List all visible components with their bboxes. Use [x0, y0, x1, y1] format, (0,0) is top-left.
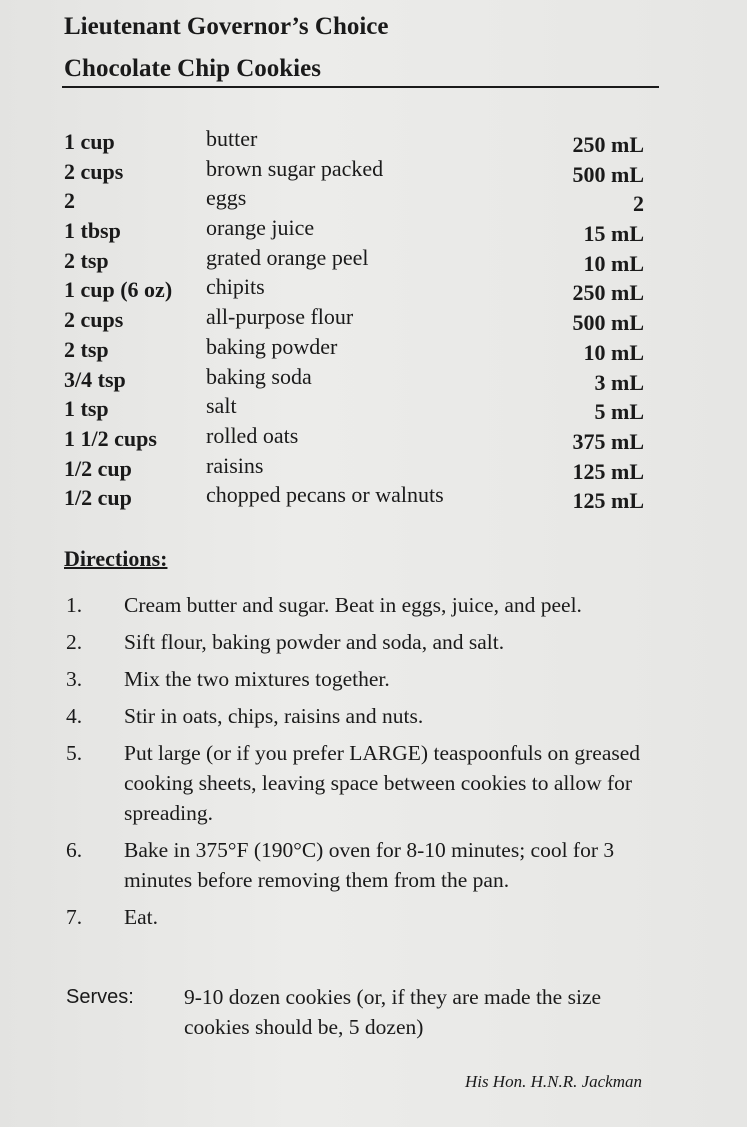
- ingredient-metric: 5 mL: [594, 399, 644, 425]
- ingredient-metric: 375 mL: [572, 428, 644, 454]
- step-text: Cream butter and sugar. Beat in eggs, juice, and peel.: [124, 593, 582, 617]
- step-text: Sift flour, baking powder and soda, and salt.: [124, 630, 505, 654]
- direction-step: [66, 902, 656, 932]
- ingredient-metric: 125 mL: [572, 488, 644, 514]
- step-text: Stir in oats, chips, raisins and nuts.: [124, 704, 424, 728]
- direction-step: [66, 590, 656, 620]
- ingredient-quantity: 1/2 cup: [64, 485, 132, 511]
- direction-step: [66, 835, 656, 895]
- ingredient-metric: 3 mL: [594, 369, 644, 395]
- title-divider: [62, 86, 659, 88]
- ingredient-row: [64, 421, 644, 454]
- ingredient-quantity: 2 cups: [64, 158, 124, 184]
- ingredient-metric: 500 mL: [572, 310, 644, 336]
- recipe-title-line-2: Chocolate Chip Cookies: [64, 55, 321, 82]
- direction-step: [66, 627, 656, 657]
- directions-list: [66, 590, 656, 939]
- ingredient-metric: 250 mL: [572, 132, 644, 157]
- step-number: 2.: [66, 630, 83, 654]
- ingredient-name: all-purpose flour: [206, 304, 354, 330]
- serves-text: 9-10 dozen cookies (or, if they are made the size cookies should be, 5 dozen): [184, 985, 602, 1039]
- ingredient-row: [64, 154, 644, 187]
- signature: His Hon. H.N.R. Jackman: [464, 1072, 642, 1091]
- step-text: Bake in 375°F (190°C) oven for 8-10 minutes; cool for 3 minutes before removing them from the pan.: [124, 838, 615, 892]
- ingredient-name: orange juice: [206, 215, 315, 241]
- ingredient-row: [64, 272, 644, 306]
- step-text: Eat.: [124, 905, 159, 929]
- ingredient-quantity: 1/2 cup: [64, 455, 132, 481]
- ingredient-quantity: 3/4 tsp: [64, 366, 126, 392]
- direction-step: [66, 701, 656, 731]
- ingredient-name: baking powder: [206, 333, 338, 359]
- ingredient-name: baking soda: [206, 363, 312, 389]
- recipe-title: [64, 6, 389, 90]
- ingredient-row: [64, 480, 644, 514]
- serves-label: Serves:: [66, 986, 134, 1008]
- ingredient-row: [64, 332, 644, 365]
- ingredient-quantity: 1 tsp: [64, 396, 109, 422]
- direction-step: [66, 664, 656, 694]
- step-number: 6.: [66, 838, 83, 862]
- ingredient-quantity: 2 cups: [64, 307, 124, 333]
- ingredient-row: [64, 124, 644, 157]
- ingredient-name: salt: [206, 393, 237, 419]
- step-number: 3.: [66, 667, 83, 691]
- ingredient-quantity: 1 1/2 cups: [64, 425, 157, 451]
- ingredient-metric: 15 mL: [583, 221, 644, 247]
- ingredient-name: raisins: [206, 452, 264, 478]
- ingredient-row: [64, 243, 644, 276]
- ingredient-metric: 2: [633, 191, 644, 217]
- serves-section: [66, 982, 656, 1042]
- ingredient-name: chipits: [206, 274, 265, 300]
- ingredient-quantity: 1 cup: [64, 129, 115, 154]
- ingredient-quantity: 1 cup (6 oz): [64, 277, 173, 303]
- ingredient-name: rolled oats: [206, 422, 299, 448]
- step-number: 7.: [66, 905, 83, 929]
- ingredient-list: [64, 124, 644, 514]
- ingredient-row: [64, 391, 644, 425]
- ingredient-metric: 500 mL: [572, 161, 644, 187]
- ingredient-row: [64, 302, 644, 336]
- ingredient-name: grated orange peel: [206, 244, 369, 270]
- ingredient-quantity: 2 tsp: [64, 247, 109, 273]
- ingredient-quantity: 2: [64, 188, 75, 214]
- ingredient-name: brown sugar packed: [206, 155, 384, 181]
- ingredient-metric: 125 mL: [572, 458, 644, 484]
- step-number: 1.: [66, 593, 83, 617]
- step-text: Put large (or if you prefer LARGE) teaspoonfuls on greased cooking sheets, leaving space between cookies to allow for spreading.: [124, 741, 641, 825]
- ingredient-quantity: 2 tsp: [64, 336, 109, 362]
- ingredient-row: [64, 451, 644, 484]
- ingredient-metric: 10 mL: [583, 339, 644, 365]
- ingredient-metric: 10 mL: [583, 250, 644, 276]
- direction-step: [66, 738, 656, 828]
- ingredient-metric: 250 mL: [572, 280, 644, 306]
- ingredient-name: chopped pecans or walnuts: [206, 482, 444, 508]
- recipe-title-line-1: Lieutenant Governor’s Choice: [64, 13, 389, 40]
- ingredient-name: eggs: [206, 185, 247, 211]
- step-text: Mix the two mixtures together.: [124, 667, 390, 691]
- ingredient-row: [64, 183, 644, 217]
- ingredient-name: butter: [206, 126, 258, 151]
- step-number: 5.: [66, 741, 83, 765]
- ingredient-row: [64, 362, 644, 395]
- step-number: 4.: [66, 704, 83, 728]
- ingredient-row: [64, 213, 644, 247]
- directions-heading: Directions:: [64, 546, 168, 571]
- ingredient-quantity: 1 tbsp: [64, 218, 121, 244]
